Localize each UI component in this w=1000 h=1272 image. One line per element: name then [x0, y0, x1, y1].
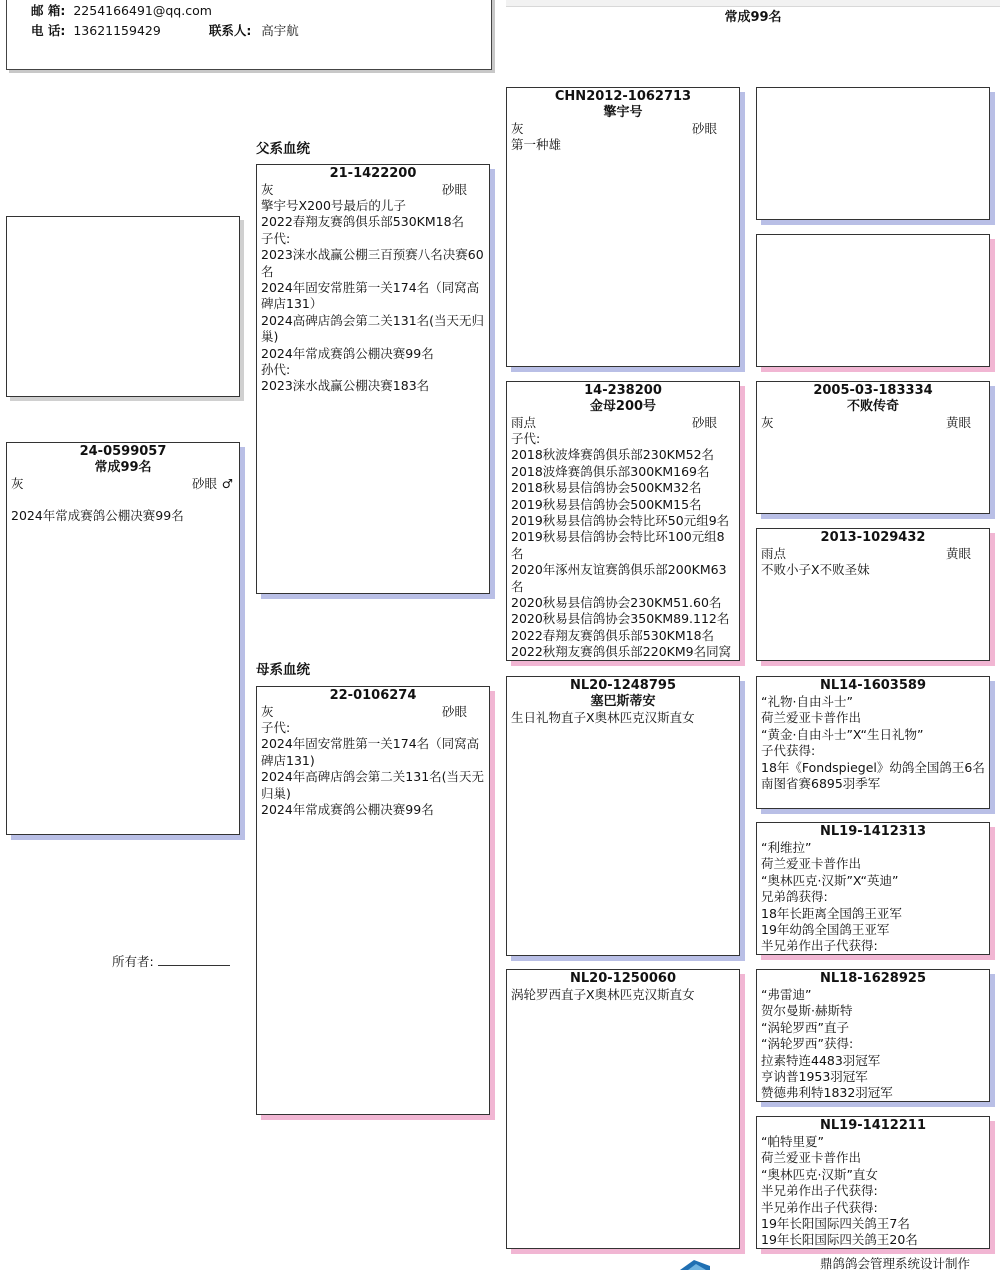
ring-number: CHN2012-1062713 [554, 89, 692, 104]
attr-row [507, 415, 739, 431]
ring-number: NL18-1628925 [820, 971, 926, 986]
notes: “帕特里夏” 荷兰爱亚卡普作出 “奥林匹克·汉斯”直女 半兄弟作出子代获得: 半兄弟作出子代获得: 19年长阳国际四关鸽王7名 19年长阳国际四关鸽王20名 [761, 1134, 918, 1248]
sire-line-label: 父系血统 [256, 141, 310, 157]
sdd-card [756, 528, 990, 661]
owner-signature [112, 952, 230, 970]
dam-line-label: 母系血统 [256, 662, 310, 678]
feather-color: 灰 [261, 182, 274, 197]
photo-placeholder [6, 216, 240, 397]
ring-number: 14-238200 [584, 383, 662, 398]
attr-row [757, 546, 989, 562]
feather-color: 雨点 [511, 415, 537, 430]
email-label: 邮 箱: [31, 3, 66, 18]
feather-color: 雨点 [761, 546, 787, 561]
phone-value: 13621159429 [73, 23, 161, 38]
feather-color: 灰 [261, 704, 274, 719]
ring-number [757, 235, 989, 236]
ring-number: 2013-1029432 [820, 530, 926, 545]
owner-label: 所有者: [112, 954, 154, 969]
pigeon-name: 常成99名 [94, 460, 152, 475]
dam-dam-card [506, 969, 740, 1249]
contact-value: 高宇航 [261, 23, 299, 38]
notes: 2024年常成赛鸽公棚决赛99名 [11, 508, 184, 524]
feather-color: 灰 [511, 121, 524, 136]
email-line [31, 1, 212, 19]
ddd-card [756, 1116, 990, 1249]
ring-number: 2005-03-183334 [813, 383, 933, 398]
phone-line [31, 21, 299, 39]
sire-dam-card [506, 381, 740, 661]
sss-card [756, 87, 990, 220]
ring-number: 21-1422200 [329, 166, 417, 181]
eye-type: 砂眼 [441, 182, 467, 197]
feather-color: 灰 [761, 415, 774, 430]
attr-row [757, 415, 989, 431]
software-logo-icon [680, 1256, 710, 1270]
sire-card [256, 164, 490, 594]
pigeon-name: 擎宇号 [603, 105, 643, 120]
signature-line [158, 953, 230, 966]
notes: 生日礼物直子X奥林匹克汉斯直女 [511, 710, 695, 725]
eye-type: 黄眼 [945, 546, 971, 561]
eye-type: 砂眼 [441, 704, 467, 719]
ring-number: NL20-1250060 [570, 971, 676, 986]
notes: 子代: 2024年固安常胜第一关174名（同窝高碑店131) 2024年高碑店鸽会第二关131名(当天无归巢) 2024年常成赛鸽公棚决赛99名 [261, 720, 485, 818]
dss-card [756, 676, 990, 809]
dsd-card [756, 822, 990, 955]
notes: 子代: 2018秋波烽赛鸽俱乐部230KM52名 2018波烽赛鸽俱乐部300KM169名 2018秋易县信鸽协会500KM32名 2019秋易县信鸽协会500KM15名 2019秋易县信鸽协会特比环50元组9名 2019秋易县信鸽协会特比环100元组8名 2020年涿州友谊赛鸽俱乐部200KM63名 2020秋易县信鸽协会230KM51.60名 2020秋易县信鸽协会350KM89.112名 2022春翔友赛鸽俱乐部530KM18名 2022秋翔友赛鸽俱乐部220KM9名同窝 [511, 431, 732, 660]
notes: 涡轮罗西直子X奥林匹克汉斯直女 [511, 987, 695, 1002]
attr-row [507, 121, 739, 137]
pigeon-name: 金母200号 [589, 399, 657, 414]
sire-sire-card [506, 87, 740, 367]
attr-row [257, 704, 489, 720]
attr-row [7, 476, 239, 492]
dam-sire-card [506, 676, 740, 956]
ssd-card [756, 234, 990, 367]
eye-type: 砂眼 [691, 415, 717, 430]
pigeon-name: 不败传奇 [846, 399, 899, 414]
eye-type: 黄眼 [945, 415, 971, 430]
eye-type: 砂眼 [691, 121, 717, 136]
sex-symbol: ♂ [221, 476, 233, 491]
notes: 第一种雄 [511, 137, 562, 152]
contact-label: 联系人: [208, 23, 252, 38]
notes: “礼物·自由斗士” 荷兰爱亚卡普作出 “黄金·自由斗士”X“生日礼物” 子代获得: 18年《Fondspiegel》幼鸽全国鸽王6名 南图省赛6895羽季军 [761, 694, 985, 792]
ring-number: NL19-1412313 [820, 824, 926, 839]
eye-type: 砂眼 [191, 476, 217, 491]
owner-contact-box [6, 0, 492, 70]
subject-card [6, 442, 240, 835]
ring-number: NL20-1248795 [570, 678, 676, 693]
phone-label: 电 话: [31, 23, 66, 38]
ring-number: 22-0106274 [329, 688, 417, 703]
ring-number: NL14-1603589 [820, 678, 926, 693]
dam-card [256, 686, 490, 1115]
email-value: 2254166491@qq.com [73, 3, 212, 18]
sds-card [756, 381, 990, 514]
notes: 擎宇号X200号最后的儿子 2022春翔友赛鸽俱乐部530KM18名 子代: 2023涞水战赢公棚三百预赛八名决赛60名 2024年固安常胜第一关174名（同窝高碑店131） 2024高碑店鸽会第二关131名(当天无归巢) 2024年常成赛鸽公棚决赛99名 孙代: 2023涞水战赢公棚决赛183名 [261, 198, 485, 394]
footer-credit: 鼎鸽鸽会管理系统设计制作 [820, 1256, 971, 1271]
attr-row [257, 182, 489, 198]
pigeon-name: 塞巴斯蒂安 [590, 694, 656, 709]
top-pigeon-name: 常成99名 [724, 10, 782, 25]
feather-color: 灰 [11, 476, 24, 491]
ring-number: 24-0599057 [79, 444, 167, 459]
notes: “弗雷迪” 贺尔曼斯·赫斯特 “涡轮罗西”直子 “涡轮罗西”获得: 拉素特连4483羽冠军 亨讷普1953羽冠军 赞德弗利特1832羽冠军 [761, 987, 893, 1101]
notes: 不败小子X不败圣妹 [761, 562, 870, 577]
ring-number: NL19-1412211 [820, 1118, 926, 1133]
dds-card [756, 969, 990, 1102]
ring-number [757, 88, 989, 89]
notes: “利维拉” 荷兰爱亚卡普作出 “奥林匹克·汉斯”X“英迪” 兄弟鸽获得: 18年长距离全国鸽王亚军 19年幼鸽全国鸽王亚军 半兄弟作出子代获得: [761, 840, 902, 954]
